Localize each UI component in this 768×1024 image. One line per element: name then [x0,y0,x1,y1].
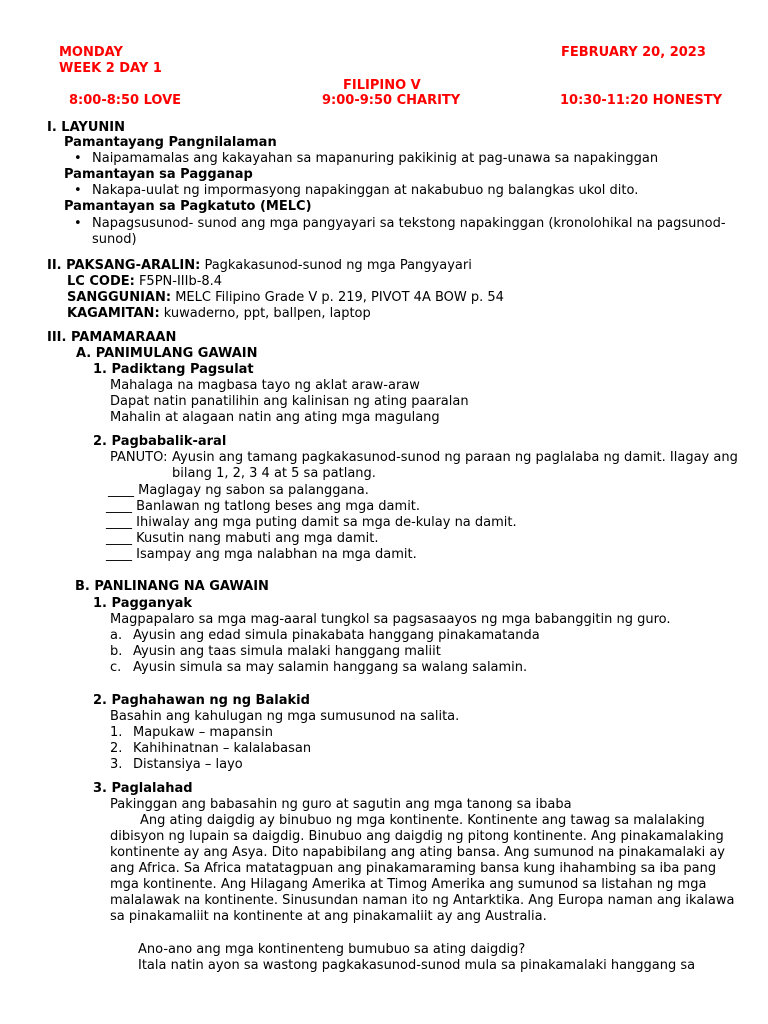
pagganyak-intro: Magpapalaro sa mga mag-aaral tungkol sa pagsasaayos ng mga babanggitin ng guro. [110,612,671,627]
date-label: FEBRUARY 20, 2023 [561,45,706,60]
lc-code-value: F5PN-IIIb-8.4 [138,274,223,289]
pagganyak-title: 1. Pagganyak [93,596,192,611]
pagganyak-marker-b: b. [110,644,123,659]
panuto-text-1: Ayusin ang tamang pagkakasunod-sunod ng paraan ng paglalaba ng damit. Ilagay ang [172,450,738,465]
paragraph-line-3: kontinente ay ang Asya. Dito napabibilang ang ating bansa. Ang sumunod na pinakamalaki ay [110,845,725,860]
layunin-bullet-3: • Napagsusunod- sunod ang mga pangyayari sa tekstong napakinggan (kronolohikal na pagsunod- [92,216,726,232]
subject-label: FILIPINO V [343,78,421,93]
paragraph-line-1: Ang ating daigdig ay binubuo ng mga kontinente. Kontinente ang tawag sa malalaking [140,813,705,828]
paragraph-line-2: dibisyon ng lupain sa daigdig. Binubuo ang daigdig ng pitong kontinente. Ang pinakamalaking [110,829,724,844]
paragraph-line-4: ang Africa. Sa Africa matatagpuan ang pinakamaraming bansa kung ihahambing sa iba pang [110,861,717,876]
panimulang-gawain-heading: A. PANIMULANG GAWAIN [76,346,258,361]
paghahawan-marker-3: 3. [110,757,123,772]
kagamitan-value: kuwaderno, ppt, ballpen, laptop [163,306,371,321]
layunin-title-3: Pamantayan sa Pagkatuto (MELC) [64,199,312,214]
padiktang-line-1: Mahalaga na magbasa tayo ng aklat araw-araw [110,378,420,393]
lc-code-line [67,274,222,290]
paglalahad-intro: Pakinggan ang babasahin ng guro at sagutin ang mga tanong sa ibaba [110,797,572,812]
pagganyak-marker-a: a. [110,628,123,643]
paksa-topic: Pagkakasunod-sunod ng mga Pangyayari [204,258,472,273]
pagbabalik-title: 2. Pagbabalik-aral [93,434,227,449]
paghahawan-marker-2: 2. [110,741,123,756]
paksa-line [47,258,472,274]
paragraph-line-6: malalawak na kontinente. Sinusundan naman ito ng Antarktika. Ang Europa naman ang ikalawa [110,893,735,908]
blank-item-4: ____ Kusutin nang mabuti ang mga damit. [106,531,379,546]
panuto-label: PANUTO: [110,450,168,465]
section-pamamaraan-heading: III. PAMAMARAAN [47,330,177,345]
section-layunin-heading: I. LAYUNIN [47,120,125,135]
paglalahad-instruction: Itala natin ayon sa wastong pagkakasunod-sunod mula sa pinakamalaki hanggang sa [138,958,696,973]
schedule-love: 8:00-8:50 LOVE [69,93,182,108]
sanggunian-label: SANGGUNIAN: [67,290,172,305]
padiktang-title: 1. Padiktang Pagsulat [93,362,254,377]
paglalahad-title: 3. Paglalahad [93,781,193,796]
sanggunian-value: MELC Filipino Grade V p. 219, PIVOT 4A BOW p. 54 [175,290,504,305]
schedule-charity: 9:00-9:50 CHARITY [322,93,461,108]
paghahawan-item-3: Distansiya – layo [133,757,243,772]
day-label: MONDAY [59,45,123,60]
lc-code-label: LC CODE: [67,274,135,289]
paghahawan-item-1: Mapukaw – mapansin [133,725,274,740]
paghahawan-title: 2. Paghahawan ng ng Balakid [93,693,310,708]
paragraph-line-5: mga kontinente. Ang Hilagang Amerika at Timog Amerika ang sumunod sa listahan ng mga [110,877,707,892]
sanggunian-line [67,290,504,306]
schedule-honesty: 10:30-11:20 HONESTY [560,93,723,108]
blank-item-2: ____ Banlawan ng tatlong beses ang mga damit. [106,499,421,514]
paksa-heading: II. PAKSANG-ARALIN: [47,258,201,273]
pagganyak-marker-c: c. [110,660,122,675]
layunin-bullet-3-cont: sunod) [92,232,137,247]
layunin-bullet-2: • Nakapa-uulat ng impormasyong napakinggan at nakabubuo ng balangkas ukol dito. [92,183,638,199]
pagganyak-item-b: Ayusin ang taas simula malaki hanggang maliit [133,644,441,659]
layunin-title-1: Pamantayang Pangnilalaman [64,135,277,150]
paghahawan-marker-1: 1. [110,725,123,740]
padiktang-line-2: Dapat natin panatilihin ang kalinisan ng ating paaralan [110,394,469,409]
padiktang-line-3: Mahalin at alagaan natin ang ating mga magulang [110,410,440,425]
pagganyak-item-a: Ayusin ang edad simula pinakabata hanggang pinakamatanda [133,628,540,643]
paragraph-line-7: sa pinakamaliit na kontinente at ang pinakamaliit ay ang Australia. [110,909,547,924]
panlinang-gawain-heading: B. PANLINANG NA GAWAIN [75,579,269,594]
paglalahad-question: Ano-ano ang mga kontinenteng bumubuo sa ating daigdig? [138,942,526,957]
layunin-bullet-1: • Naipamamalas ang kakayahan sa mapanuring pakikinig at pag-unawa sa napakinggan [92,151,658,167]
blank-item-5: ____ Isampay ang mga nalabhan na mga damit. [106,547,417,562]
kagamitan-line [67,306,371,322]
paghahawan-item-2: Kahihinatnan – kalalabasan [133,741,312,756]
panuto-text-2: bilang 1, 2, 3 4 at 5 sa patlang. [172,466,376,481]
kagamitan-label: KAGAMITAN: [67,306,160,321]
layunin-title-2: Pamantayan sa Pagganap [64,167,253,182]
paghahawan-intro: Basahin ang kahulugan ng mga sumusunod na salita. [110,709,460,724]
week-label: WEEK 2 DAY 1 [59,61,162,76]
blank-item-3: ____ Ihiwalay ang mga puting damit sa mga de-kulay na damit. [106,515,517,530]
blank-item-1: ____ Maglagay ng sabon sa palanggana. [108,483,369,498]
pagganyak-item-c: Ayusin simula sa may salamin hanggang sa walang salamin. [133,660,528,675]
